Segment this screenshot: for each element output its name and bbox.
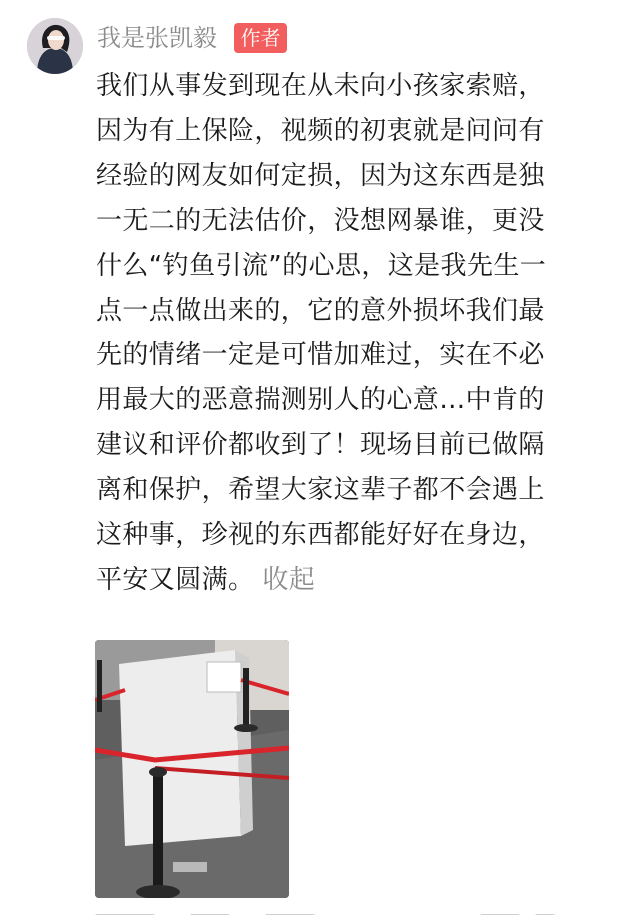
content-line: 用最大的恶意揣测别人的心意…中肯的 [96,385,545,416]
collapse-link[interactable]: 收起 [262,564,316,595]
author-name[interactable]: 我是张凯毅 [97,24,217,52]
content-line: 点一点做出来的，它的意外损坏我们最 [96,295,545,326]
content-line: 先的情绪一定是可惜加难过，实在不必 [96,340,545,371]
next-content-strip [95,905,615,915]
content-line: 一无二的无法估价，没想网暴谁，更没 [96,205,545,236]
avatar[interactable] [27,18,83,74]
content-line: 建议和评价都收到了！现场目前已做隔 [96,430,545,461]
content-line-last [96,558,616,603]
exhibit-photo-thumbnail[interactable] [95,640,289,898]
content-line: 什么“钓鱼引流”的心思，这是我先生一 [96,250,547,281]
author-badge: 作者 [234,23,287,53]
content-line: 经验的网友如何定损，因为这东西是独 [96,160,545,191]
content-line: 我们从事发到现在从未向小孩家索赔， [96,71,545,101]
content-line: 因为有上保险，视频的初衷就是问问有 [96,115,545,146]
post-content [96,64,616,603]
content-line-text: 平安又圆满。 [96,564,255,595]
content-line: 这种事，珍视的东西都能好好在身边， [96,520,545,551]
content-line: 离和保护，希望大家这辈子都不会遇上 [96,475,545,506]
